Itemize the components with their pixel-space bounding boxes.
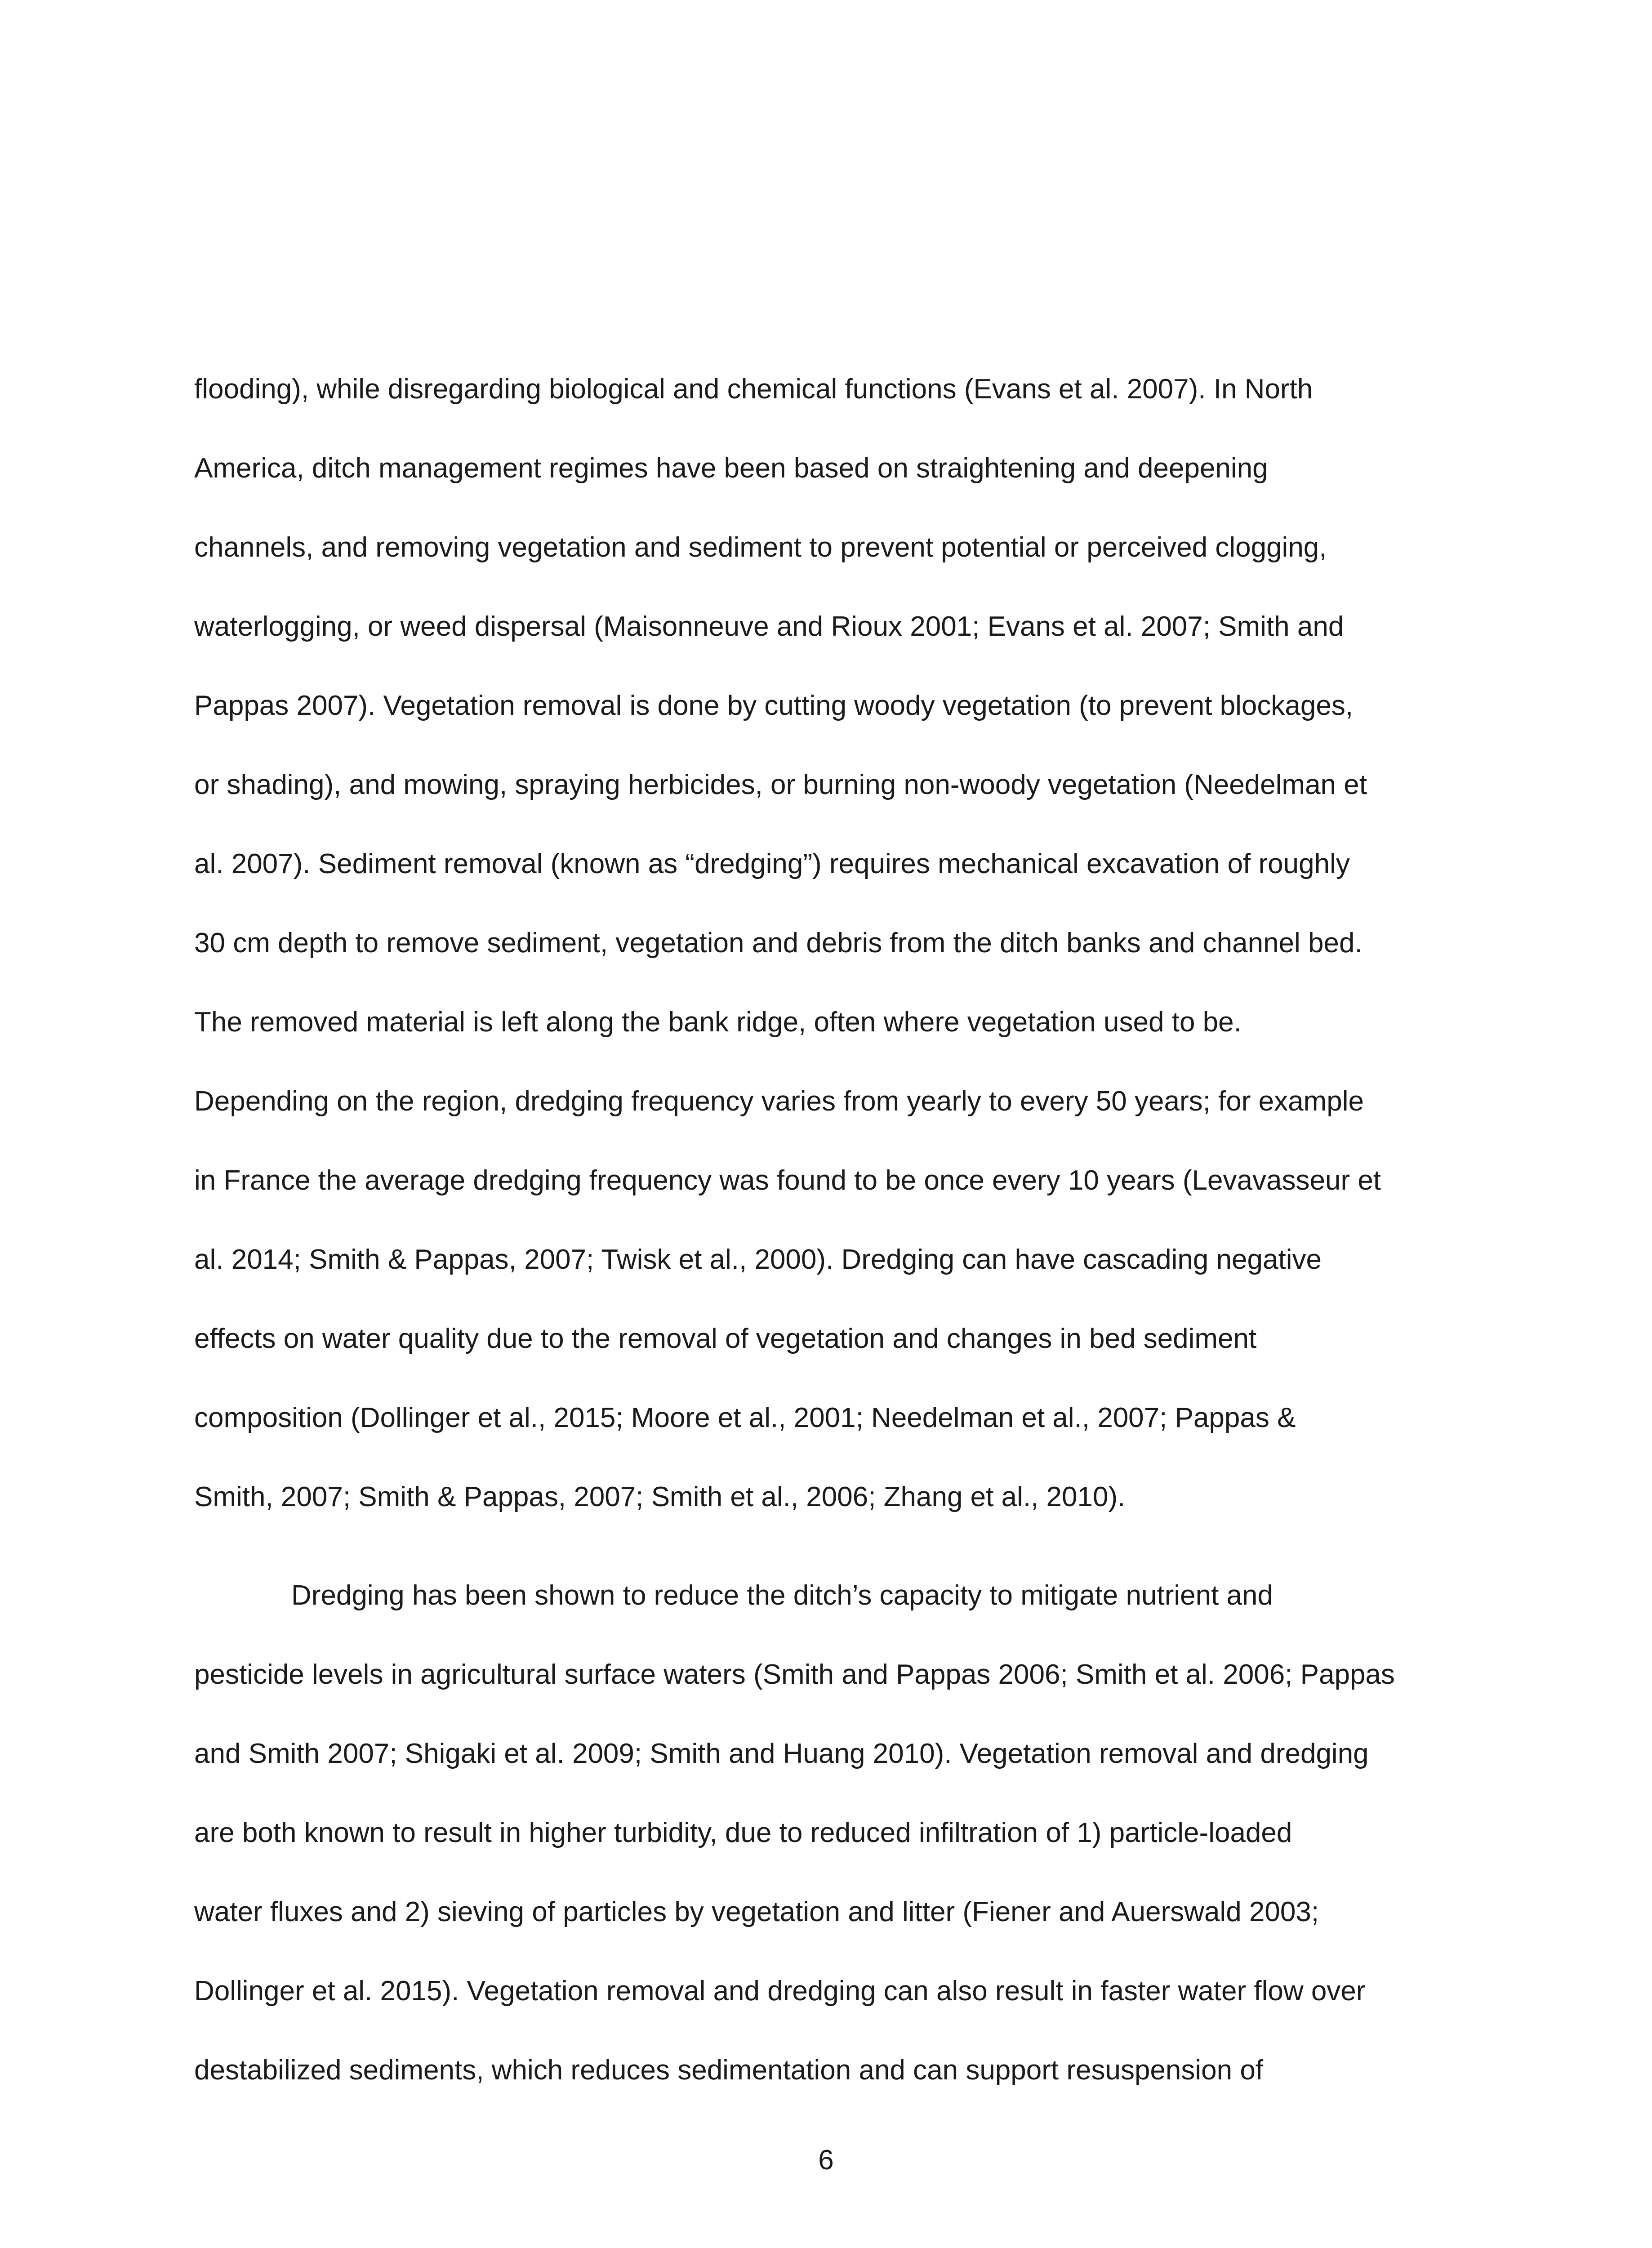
text-line: Depending on the region, dredging frequency varies from yearly to every 50 years; for example: [194, 1086, 1364, 1117]
text-line: and Smith 2007; Shigaki et al. 2009; Smith and Huang 2010). Vegetation removal and dredging: [194, 1738, 1369, 1769]
text-line: effects on water quality due to the removal of vegetation and changes in bed sediment: [194, 1323, 1257, 1354]
text-line: pesticide levels in agricultural surface waters (Smith and Pappas 2006; Smith et al. 2006; Pappas: [194, 1659, 1395, 1690]
page-number: 6: [818, 2145, 834, 2176]
text-line: channels, and removing vegetation and sediment to prevent potential or perceived clogging,: [194, 532, 1327, 563]
text-line: or shading), and mowing, spraying herbicides, or burning non-woody vegetation (Needelman et: [194, 769, 1367, 800]
text-line: waterlogging, or weed dispersal (Maisonneuve and Rioux 2001; Evans et al. 2007; Smith and: [194, 611, 1344, 642]
text-line: Dollinger et al. 2015). Vegetation removal and dredging can also result in faster water flow over: [194, 1976, 1366, 2007]
text-line: The removed material is left along the bank ridge, often where vegetation used to be.: [194, 1007, 1242, 1038]
text-line: in France the average dredging frequency was found to be once every 10 years (Levavasseur et: [194, 1165, 1381, 1196]
text-line: are both known to result in higher turbidity, due to reduced infiltration of 1) particle-loaded: [194, 1817, 1292, 1848]
text-line: composition (Dollinger et al., 2015; Moore et al., 2001; Needelman et al., 2007; Pappas &: [194, 1402, 1296, 1433]
text-line: 30 cm depth to remove sediment, vegetation and debris from the ditch banks and channel bed.: [194, 928, 1363, 959]
text-line: Smith, 2007; Smith & Pappas, 2007; Smith et al., 2006; Zhang et al., 2010).: [194, 1481, 1126, 1512]
text-line: al. 2007). Sediment removal (known as “dredging”) requires mechanical excavation of roughly: [194, 848, 1350, 879]
text-line: water fluxes and 2) sieving of particles by vegetation and litter (Fiener and Auerswald 2003;: [194, 1896, 1319, 1927]
text-line: America, ditch management regimes have been based on straightening and deepening: [194, 453, 1268, 484]
text-line: Pappas 2007). Vegetation removal is done by cutting woody vegetation (to prevent blockages,: [194, 690, 1354, 721]
text-line: Dredging has been shown to reduce the ditch’s capacity to mitigate nutrient and: [291, 1580, 1273, 1611]
text-line: flooding), while disregarding biological and chemical functions (Evans et al. 2007). In North: [194, 374, 1313, 405]
text-line: destabilized sediments, which reduces sedimentation and can support resuspension of: [194, 2055, 1264, 2086]
text-line: al. 2014; Smith & Pappas, 2007; Twisk et al., 2000). Dredging can have cascading negative: [194, 1244, 1322, 1275]
